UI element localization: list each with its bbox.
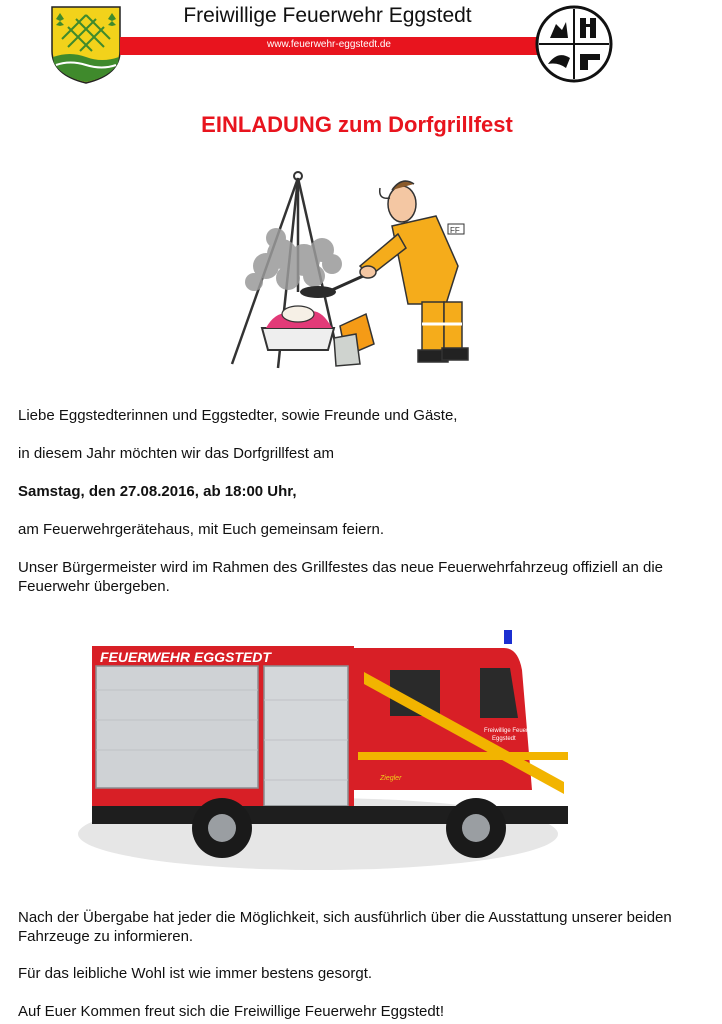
truck-door-text-2: Eggstedt — [492, 736, 516, 742]
intro-text: in diesem Jahr möchten wir das Dorfgrillfest am — [18, 445, 334, 462]
municipal-crest-logo — [50, 5, 122, 85]
fire-truck-photo — [78, 620, 578, 870]
truck-maker-text: Ziegler — [380, 775, 402, 782]
location-text: am Feuerwehrgerätehaus, mit Euch gemeinsam feiern. — [18, 521, 385, 538]
mayor-text: Unser Bürgermeister wird im Rahmen des Grillfestes das neue Feuerwehrfahrzeug offiziell an die Feuerwehr übergeben. — [18, 559, 664, 595]
truck-door-text-1: Freiwillige Feuerwehr — [484, 728, 542, 734]
org-title: Freiwillige Feuerwehr Eggstedt — [183, 4, 472, 27]
food-text: Für das leibliche Wohl ist wie immer bestens gesorgt. — [18, 965, 373, 982]
event-date-text: Samstag, den 27.08.2016, ab 18:00 Uhr, — [18, 483, 297, 500]
greeting-text: Liebe Eggstedterinnen und Eggstedter, sowie Freunde und Gäste, — [18, 407, 458, 424]
firefighter-grilling-illustration — [222, 168, 498, 380]
closing-text: Auf Euer Kommen freut sich die Freiwillige Feuerwehr Eggstedt! — [18, 1003, 445, 1020]
after-handover-text: Nach der Übergabe hat jeder die Möglichkeit, sich ausführlich über die Ausstattung unserer beiden Fahrzeuge zu informieren. — [18, 909, 672, 945]
truck-box-lettering: FEUERWEHR EGGSTEDT — [100, 649, 271, 665]
invitation-headline: EINLADUNG zum Dorfgrillfest — [201, 112, 513, 137]
helmet-badge-text: FF — [450, 226, 460, 235]
website-link[interactable]: www.feuerwehr-eggstedt.de — [267, 39, 391, 50]
fire-brigade-emblem-logo — [534, 4, 614, 84]
